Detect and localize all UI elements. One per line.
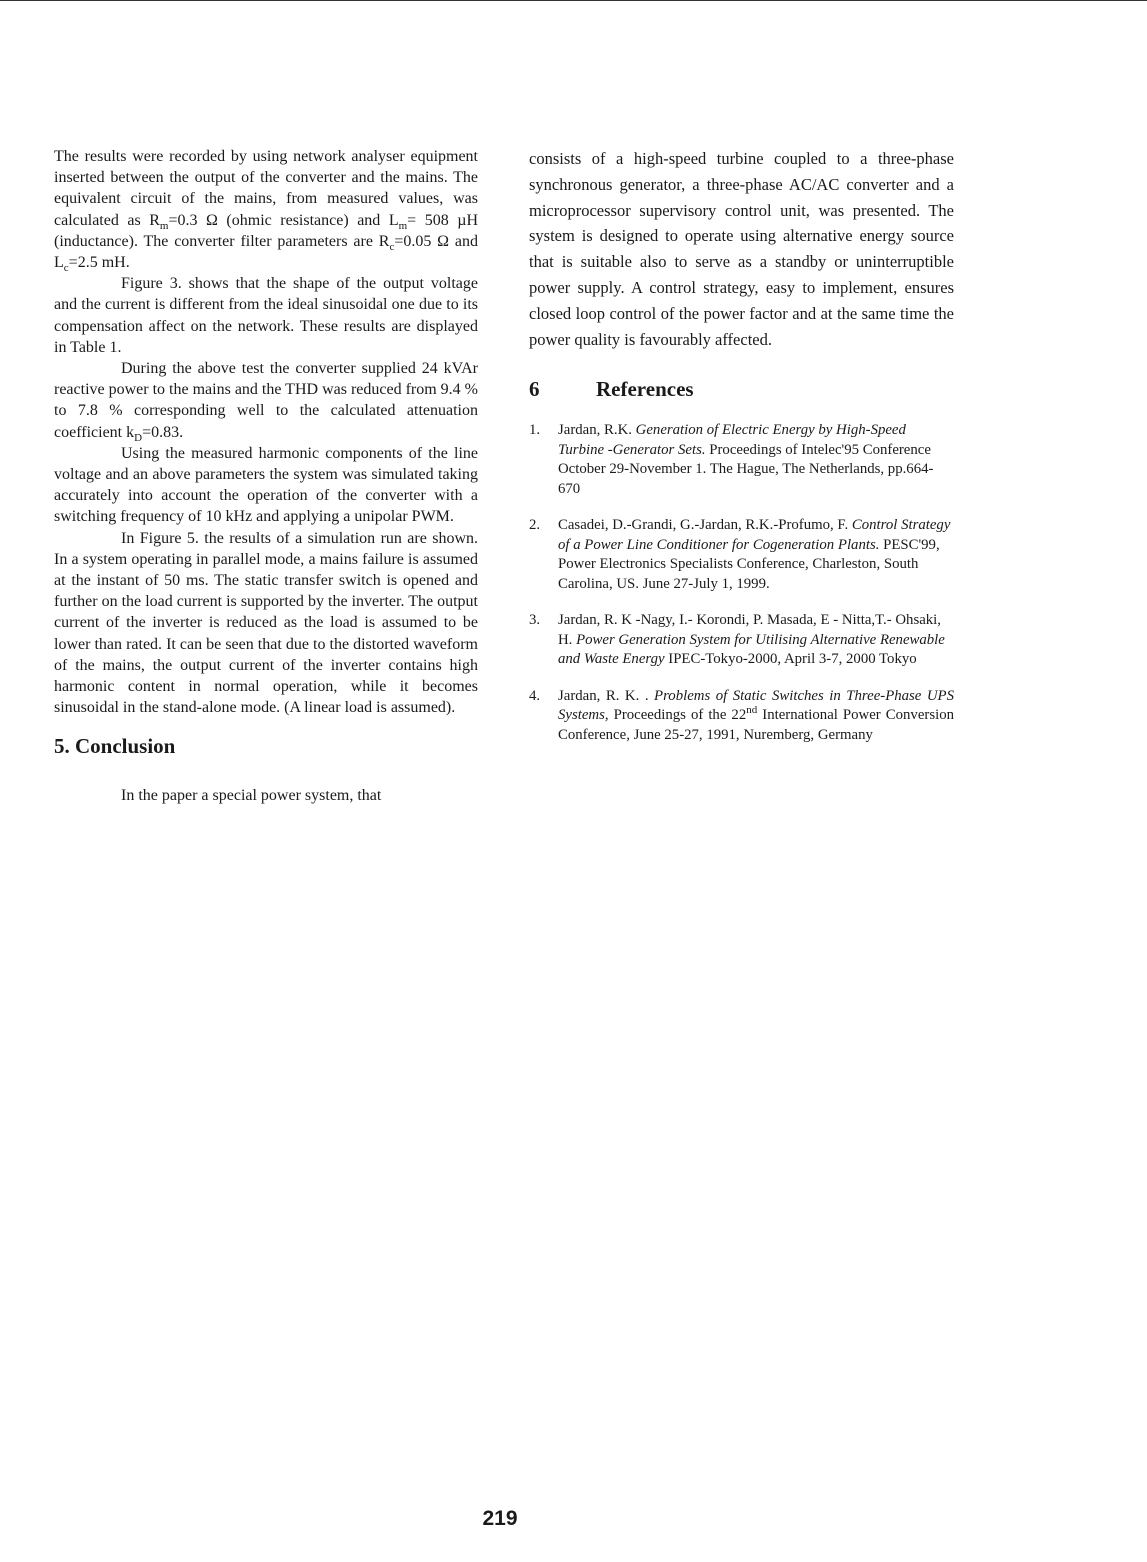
conclusion-heading: 5. Conclusion [54, 734, 176, 759]
references-title: References [596, 377, 694, 402]
paragraph-results: The results were recorded by using network analyser equipment inserted between the output of the converter and the mains. The equivalent circuit of the mains, from measured values, was calculated as $R_m=0.3$ Ω (ohmic resistance) and $L_m= 508$ µH (inductance). The converter filter parameters are $R_c=0.05$ Ω and $L_c=2.5$ mH. [54, 148, 479, 275]
references-heading [529, 377, 954, 402]
reference-item: 1. Jardan, R.K. Generation of Electric Energy by High-Speed Turbine -Generator Sets. Proceedings of Intelec'95 Conference October 29-November 1. The Hague, The Netherlands, pp.664-670 [529, 422, 934, 497]
references-number: 6 [529, 377, 540, 402]
right-column [529, 146, 954, 762]
paragraph-simulation: In Figure 5. the results of a simulation run are shown. In a system operating in parallel mode, a mains failure is assumed at the instant of 50 ms. The static transfer switch is opened and further on the load current is supported by the inverter. The output current of the inverter is reduced as the load is assumed to be lower than rated. It can be seen that due to the distorted waveform of the mains, the output current of the inverter contains high harmonic content in normal operation, while it becomes sinusoidal in the stand-alone mode. (A linear load is assumed). [54, 529, 478, 717]
reference-item: 4. Jardan, R. K. . Problems of Static Switches in Three-Phase UPS Systems, Proceedings of the 22nd International Power Conversion Conference, June 25-27, 1991, Nuremberg, Germany [529, 687, 954, 743]
reference-item: 3. Jardan, R. K -Nagy, I.- Korondi, P. Masada, E - Nitta,T.- Ohsaki, H. Power Generation System for Utilising Alternative Renewable and Waste Energy IPEC-Tokyo-2000, April 3-7, 2000 Tokyo [529, 612, 945, 668]
paragraph-figure3: Figure 3. shows that the shape of the output voltage and the current is different from the ideal sinusoidal one due to its compensation affect on the network. These results are displayed in Table 1. [54, 275, 478, 356]
top-rule [0, 0, 1147, 5]
left-column [54, 146, 478, 807]
conclusion-text: In the paper a special power system, that [121, 787, 382, 805]
paragraph-conclusion-cont: consists of a high-speed turbine coupled to a three-phase synchronous generator, a three-phase AC/AC converter and a microprocessor supervisory control unit, was presented. The system is designed to operate using alternative energy source that is suitable also to serve as a standby or uninterruptible power supply. A control strategy, easy to implement, ensures closed loop control of the power factor and at the same time the power quality is favourably affected. [529, 149, 954, 349]
paragraph-test: During the above test the converter supplied 24 kVAr reactive power to the mains and the THD was reduced from 9.4 % to 7.8 % corresponding well to the calculated attenuation coefficient $k_D=0.83$. [54, 360, 479, 444]
reference-item: 2. Casadei, D.-Grandi, G.-Jardan, R.K.-Profumo, F. Control Strategy of a Power Line Conditioner for Cogeneration Plants. PESC'99, Power Electronics Specialists Conference, Charleston, South Carolina, US. June 27-July 1, 1999. [529, 517, 951, 592]
page-number: 219 [482, 1507, 518, 1530]
references-list [529, 421, 954, 745]
paragraph-harmonics: Using the measured harmonic components of the line voltage and an above parameters the system was simulated taking accurately into account the operation of the converter with a switching frequency of 10 kHz and applying a unipolar PWM. [54, 444, 478, 526]
